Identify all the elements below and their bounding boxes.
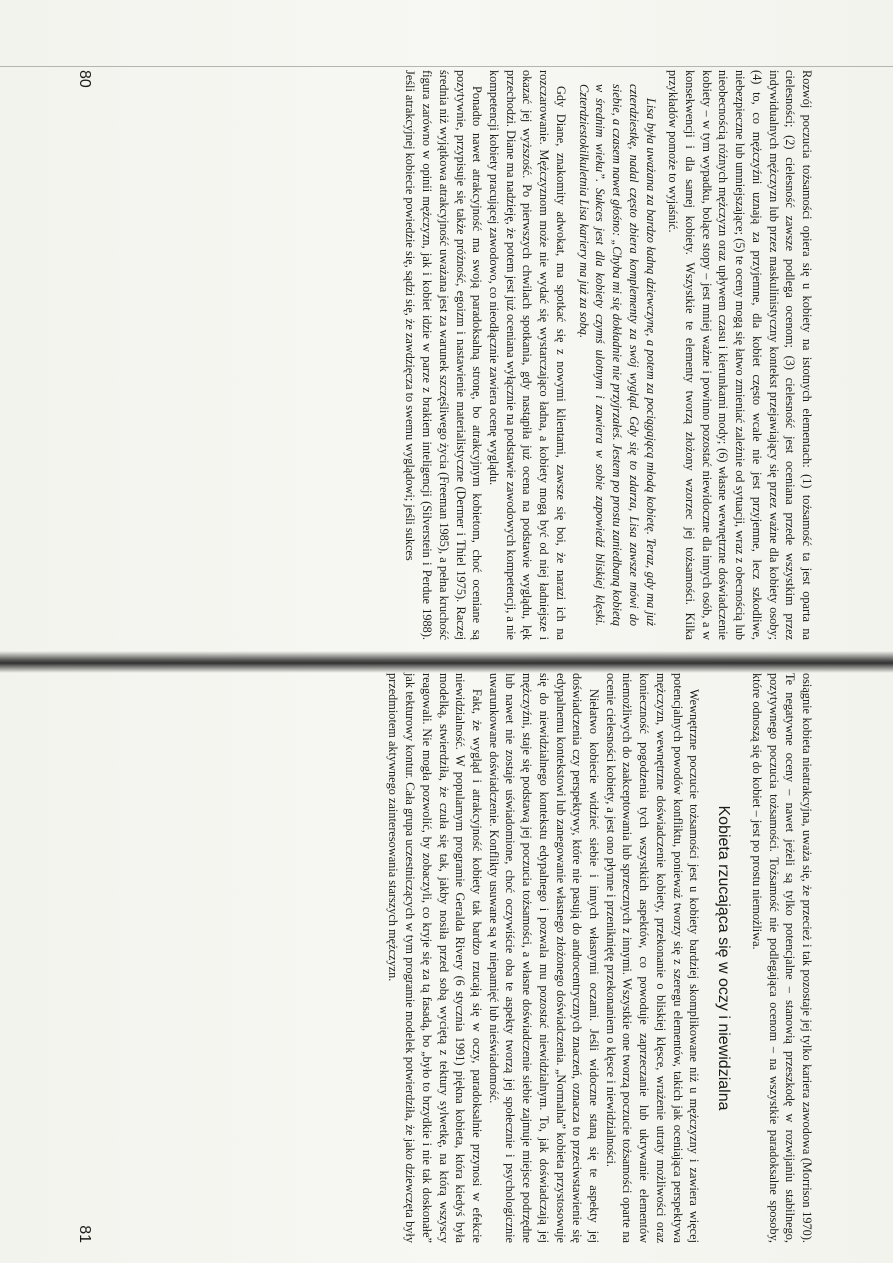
paragraph: Niełatwo kobiecie widzieć siebie i innych własnymi oczami. Jeśli widoczne staną się te aspekty jej doświadczenia czy perspektywy, które nie pasują do androcentrycznych znaczeń, oznacza to przeciwstawienie się edypalnemu kontekstowi lub zanegowanie własnego złożonego doświadczenia. „Normalna” kobieta przystosowuje się do niewidzialnego kontekstu edypalnego i pozwala mu pozostać niewidzialnym. To, jak doświadczają jej mężczyźni, staje się podstawą jej poczucia tożsamości, a własne doświadczenie siebie zajmuje miejsce podrzędne lub nawet nie zostaje uświadomione, choć oczywiście oba te aspekty tworzą jej społecznie i psychologicznie uwarunkowane doświadczenie. Konflikty usuwane są w niepamięć lub nieświadomość. xyxy=(486,673,602,1243)
section-heading: Kobieta rzucająca się w oczy i niewidzialna xyxy=(715,805,733,1111)
paragraph: Rozwój poczucia tożsamości opiera się u kobiety na istotnych elementach: (1) tożsamość ta jest oparta na cielesności; (2) cielesność zawsze podlega ocenom; (3) cielesność jest oceniana przede wszystkim przez indywidualnych mężczyzn lub przez maskulinistyczny kontekst przejawiający się przez ważne dla kobiety osoby; (4) to, co mężczyźni uznają za przyjemne, dla kobiet często wcale nie jest przyjemne, lecz szkodliwe, niebezpieczne lub umniejszające; (5) te oceny mogą się łatwo zmieniać zależnie od sytuacji, wraz z obecnością lub nieobecnością różnych mężczyzn oraz upływem czasu i kierunkami mody; (6) własne wewnętrzne doświadczenie kobiety – w tym wypadku, bolące stopy – jest mniej ważne i powinno pozostać niewidoczne dla innych osób, a w konsekwencji i dla samej kobiety. Wszystkie te elementy tworzą złożony wzorzec jej tożsamości. Kilka przykładów pomoże to wyjaśnić. xyxy=(666,70,814,640)
page-edge-line xyxy=(0,66,893,67)
book-binding-shadow xyxy=(0,651,893,673)
paragraph: Gdy Diane, znakomity adwokat, ma spotkać się z nowymi klientami, zawsze się boi, że narazi ich na rozczarowanie. Mężczyznom może nie wydać się wystarczająco ładna, a kobiety mogą być od niej ładniejsze i okazać jej wyższość. Po pierwszych chwilach spotkania, gdy nastąpiła już ocena na podstawie wyglądu, lęk przechodzi. Diane ma nadzieję, że potem jest już oceniana wyłącznie na podstawie zawodowych kompetencji, a nie kompetencji kobiety pracującej zawodowo, co nieodłącznie zawiera ocenę wyglądu. xyxy=(487,70,568,640)
page-number: 80 xyxy=(76,70,93,88)
page-81-text-column xyxy=(385,673,815,1243)
paragraph: Wewnętrzne poczucie tożsamości jest u kobiety bardziej skomplikowane niż u mężczyzny i zawiera więcej potencjalnych powodów konfliktu, ponieważ tworzy się z szeregu elementów, takich jak oceniająca perspektywa mężczyzn, wewnętrzne doświadczenie kobiety, przekonanie o bliskiej klęsce, wrażenie utraty możliwości oraz konieczność pogodzenia tych wszystkich aspektów, co powoduje zaprzeczanie lub ukrywanie elementów niemożliwych do zaakceptowania lub sprzecznych z innymi. Wszystkie one tworzą poczucie tożsamości oparte na ocenie cielesności kobiety, a jest ono płynne i przenikniętę przekonaniem o klęsce i niewidzialności. xyxy=(603,673,702,1243)
case-quote: Lisa była uważana za bardzo ładną dziewczynę, a potem za pociągającą młodą kobietę. Teraz, gdy ma już czterdziestkę, nadal często zbiera komplementy za swój wygląd. Gdy się to zdarza, Lisa zawsze mówi do siebie, a czasem nawet głośno: „Chyba mi się dokładnie nie przyjrzałeś. Jestem po prostu zaniedbaną kobietą w średnim wieku”. Sukces jest dla kobiety czymś ulotnym i zawiera w sobie zapowiedź bliskiej klęski. Czterdziestokilkuletnia Lisa kariery ma już za sobą. xyxy=(576,84,658,626)
paragraph: Fakt, że wygląd i atrakcyjność kobiety tak bardzo rzucają się w oczy, paradoksalnie przynosi w efekcie niewidzialność. W popularnym programie Geralda Rivery (6 stycznia 1991) piękna kobieta, która kiedyś była modelką, stwierdziła, że czuła się tak, jakby nosiła przed sobą wyciętą z tektury sylwetkę, na którą wszyscy reagowali. Nie mogła pozwolić, by zobaczyli, co kryje się za tą fasadą, bo „było to brzydkie i nie tak doskonałe” jak tekturowy kontur. Cała grupa uczestniczących w tym programie modelek potwierdziła, że jako dziewczęta były przedmiotem aktywnego zainteresowania starszych mężczyzn. xyxy=(386,673,485,1243)
paragraph: osiągnie kobieta nieatrakcyjna, uważa się, że przecież i tak pozostaje jej tylko kariera zawodowa (Morrison 1970). Te negatywne oceny – nawet jeżeli są tylko potencjalne – stanowią przeszkodę w rozwijaniu stabilnego, pozytywnego poczucia tożsamości. Tożsamość nie podlegająca ocenom – na wszystkie paradoksalne sposoby, które odnoszą się do kobiet – jest po prostu niemożliwa. xyxy=(749,673,814,1243)
paragraph: Ponadto nawet atrakcyjność ma swoją paradoksalną stronę, bo atrakcyjnym kobietom, choć oceniane są pozytywnie, przypisuje się także próżność, egoizm i nastawienie materialistyczne (Dermer i Thiel 1975). Raczej średnia niż wyjątkowa atrakcyjność uważana jest za warunek szczęśliwego życia (Freeman 1985), a pełna kruchość figura zarówno w opinii mężczyzn, jak i kobiet idzie w parze z brakiem inteligencji (Silverstein i Perdue 1988). Jeśli atrakcyjnej kobiecie powiedzie się, sądzi się, że zawdzięcza to swemu wyglądowi; jeśli sukces xyxy=(403,70,485,640)
page-number: 81 xyxy=(76,1225,93,1243)
page-81 xyxy=(75,673,815,1243)
page-80-text-column xyxy=(402,70,815,640)
page-80 xyxy=(75,70,815,640)
